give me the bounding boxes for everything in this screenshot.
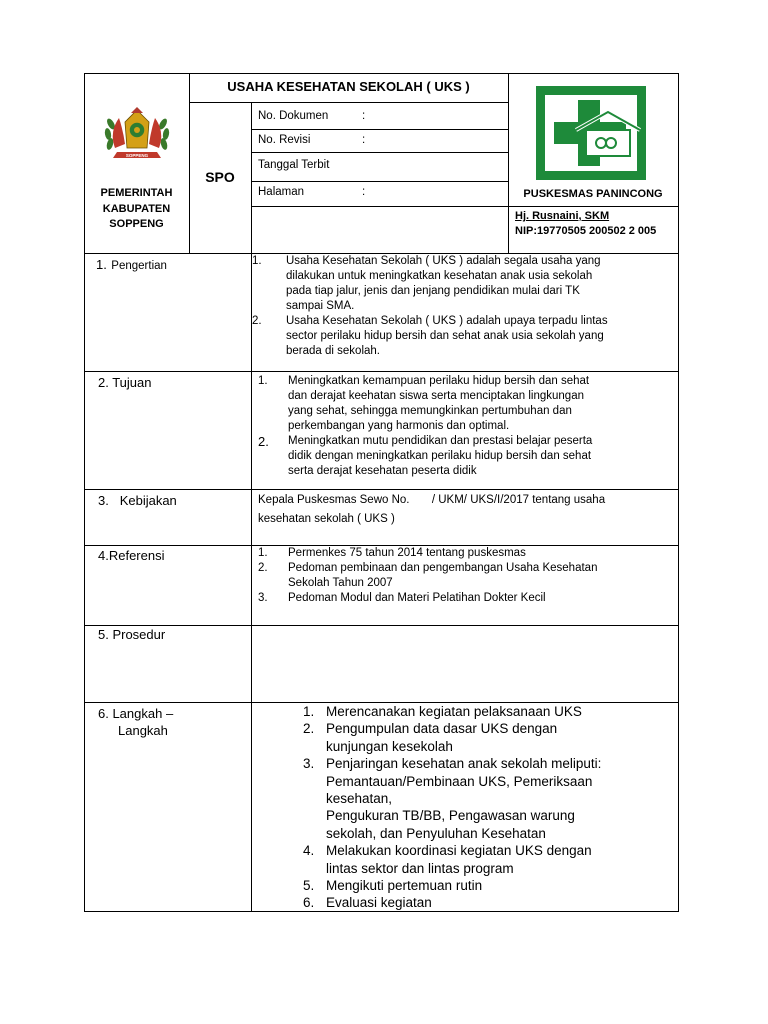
item-line: Usaha Kesehatan Sekolah ( UKS ) adalah upaya terpadu lintas: [286, 315, 608, 327]
item-number: 1.: [252, 255, 262, 267]
list-item: [303, 755, 673, 842]
item-line: Sekolah Tahun 2007: [288, 577, 393, 589]
label-kebijakan-text: Kebijakan: [119, 493, 177, 508]
item-number: 2.: [258, 562, 268, 574]
list-item: [303, 720, 673, 755]
meta-label-no-revisi: No. Revisi: [258, 134, 311, 146]
item-line: sampai SMA.: [286, 300, 355, 312]
item-line: Pengukuran TB/BB, Pengawasan warung: [326, 808, 575, 824]
left-org-name: [84, 186, 189, 233]
item-line: Evaluasi kegiatan: [326, 895, 432, 911]
item-number: 6.: [303, 895, 315, 911]
list-item: [252, 254, 668, 314]
label-referensi: 4.Referensi: [98, 548, 165, 563]
tujuan-list: [258, 374, 670, 479]
item-number: 3.: [303, 756, 315, 772]
item-number: 1.: [258, 375, 268, 387]
item-line: lintas sektor dan lintas program: [326, 860, 514, 876]
document-title: USAHA KESEHATAN SEKOLAH ( UKS ): [227, 79, 470, 94]
item-number: 4.: [303, 843, 315, 859]
item-line: pada tiap jalur, jenis dan jenjang pendidikan mulai dari TK: [286, 285, 580, 297]
meta-colon-no-revisi: :: [362, 134, 366, 146]
list-item: [303, 894, 673, 911]
item-line: sector perilaku hidup bersih dan sehat anak usia sekolah yang: [286, 330, 604, 342]
item-line: kunjungan kesekolah: [326, 738, 453, 754]
item-line: dilakukan untuk meningkatkan kesehatan anak usia sekolah: [286, 270, 593, 282]
item-number: 2.: [258, 434, 269, 449]
item-line: Mengikuti pertemuan rutin: [326, 878, 483, 894]
label-kebijakan: [98, 493, 177, 508]
list-item: [303, 703, 673, 720]
label-langkah: [98, 705, 173, 739]
item-line: perkembangan yang harmonis dan optimal.: [288, 420, 510, 432]
item-line: dan derajat keehatan siswa serta menciptakan lingkungan: [288, 390, 584, 402]
meta-label-tanggal-terbit: Tanggal Terbit: [258, 159, 330, 171]
kebijakan-line-2: kesehatan sekolah ( UKS ): [258, 513, 395, 525]
label-pengertian-text: Pengertian: [111, 260, 167, 272]
item-number: 2.: [303, 721, 315, 737]
item-number: 1.: [303, 704, 315, 719]
list-item: [303, 842, 673, 877]
meta-colon-halaman: :: [362, 186, 366, 198]
item-line: didik dengan meningkatkan perilaku hidup bersih dan sehat: [288, 450, 592, 462]
list-item: [252, 314, 668, 359]
signer-name: Hj. Rusnaini, SKM: [515, 210, 610, 222]
item-number: 3.: [258, 592, 268, 604]
list-item: [258, 546, 670, 561]
signer-nip: NIP:19770505 200502 2 005: [515, 225, 657, 237]
item-line: Permenkes 75 tahun 2014 tentang puskesmas: [288, 547, 526, 559]
referensi-list: [258, 546, 670, 606]
label-prosedur: 5. Prosedur: [98, 627, 166, 642]
item-line: Meningkatkan kemampuan perilaku hidup bersih dan sehat: [288, 375, 590, 387]
meta-label-no-dokumen: No. Dokumen: [258, 110, 329, 122]
item-number: 5.: [303, 878, 315, 894]
item-line: Pedoman Modul dan Materi Pelatihan Dokter Kecil: [288, 592, 546, 604]
item-line: sekolah, dan Penyuluhan Kesehatan: [326, 825, 546, 841]
right-org-name: PUSKESMAS PANINCONG: [523, 188, 663, 200]
item-line: Penjaringan kesehatan anak sekolah meliputi:: [326, 756, 602, 772]
item-line: Usaha Kesehatan Sekolah ( UKS ) adalah segala usaha yang: [286, 255, 601, 267]
item-number: 2.: [252, 315, 262, 327]
kebijakan-line-1: Kepala Puskesmas Sewo No. / UKM/ UKS/I/2017 tentang usaha: [258, 494, 606, 506]
emblem-ribbon-text: SOPPENG: [125, 153, 149, 158]
label-langkah-line-2: Langkah: [118, 723, 168, 738]
list-item: [303, 877, 673, 894]
pengertian-list: [252, 254, 668, 359]
meta-colon-no-dokumen: :: [362, 110, 366, 122]
spo-label: SPO: [205, 169, 235, 185]
item-line: serta derajat kesehatan peserta didik: [288, 465, 477, 477]
label-pengertian-number: 1.: [96, 257, 107, 272]
label-langkah-line-1: 6. Langkah –: [98, 706, 174, 721]
item-number: 1.: [258, 547, 268, 559]
label-kebijakan-number: 3.: [98, 493, 109, 508]
item-line: Pedoman pembinaan dan pengembangan Usaha Kesehatan: [288, 562, 598, 574]
left-org-line-1: PEMERINTAH: [100, 187, 173, 199]
list-item: [258, 374, 670, 434]
list-item: [258, 561, 670, 591]
label-tujuan: 2. Tujuan: [98, 375, 152, 390]
left-org-line-3: SOPPENG: [109, 218, 164, 230]
meta-label-halaman: Halaman: [258, 186, 305, 198]
item-line: Merencanakan kegiatan pelaksanaan UKS: [326, 704, 582, 719]
list-item: [258, 434, 670, 479]
label-pengertian: [96, 256, 167, 274]
item-line: Pemantauan/Pembinaan UKS, Pemeriksaan: [326, 773, 593, 789]
item-line: Meningkatkan mutu pendidikan dan prestasi belajar peserta: [288, 435, 593, 447]
item-line: Melakukan koordinasi kegiatan UKS dengan: [326, 843, 592, 859]
item-line: berada di sekolah.: [286, 345, 380, 357]
list-item: [258, 591, 670, 606]
item-line: Pengumpulan data dasar UKS dengan: [326, 721, 558, 737]
item-line: kesehatan,: [326, 791, 393, 807]
item-line: yang sehat, sehingga memungkinkan pertumbuhan dan: [288, 405, 572, 417]
soppeng-emblem: [101, 104, 173, 166]
left-org-line-2: KABUPATEN: [102, 202, 171, 215]
puskesmas-logo: [536, 86, 646, 180]
langkah-list: [303, 703, 673, 912]
